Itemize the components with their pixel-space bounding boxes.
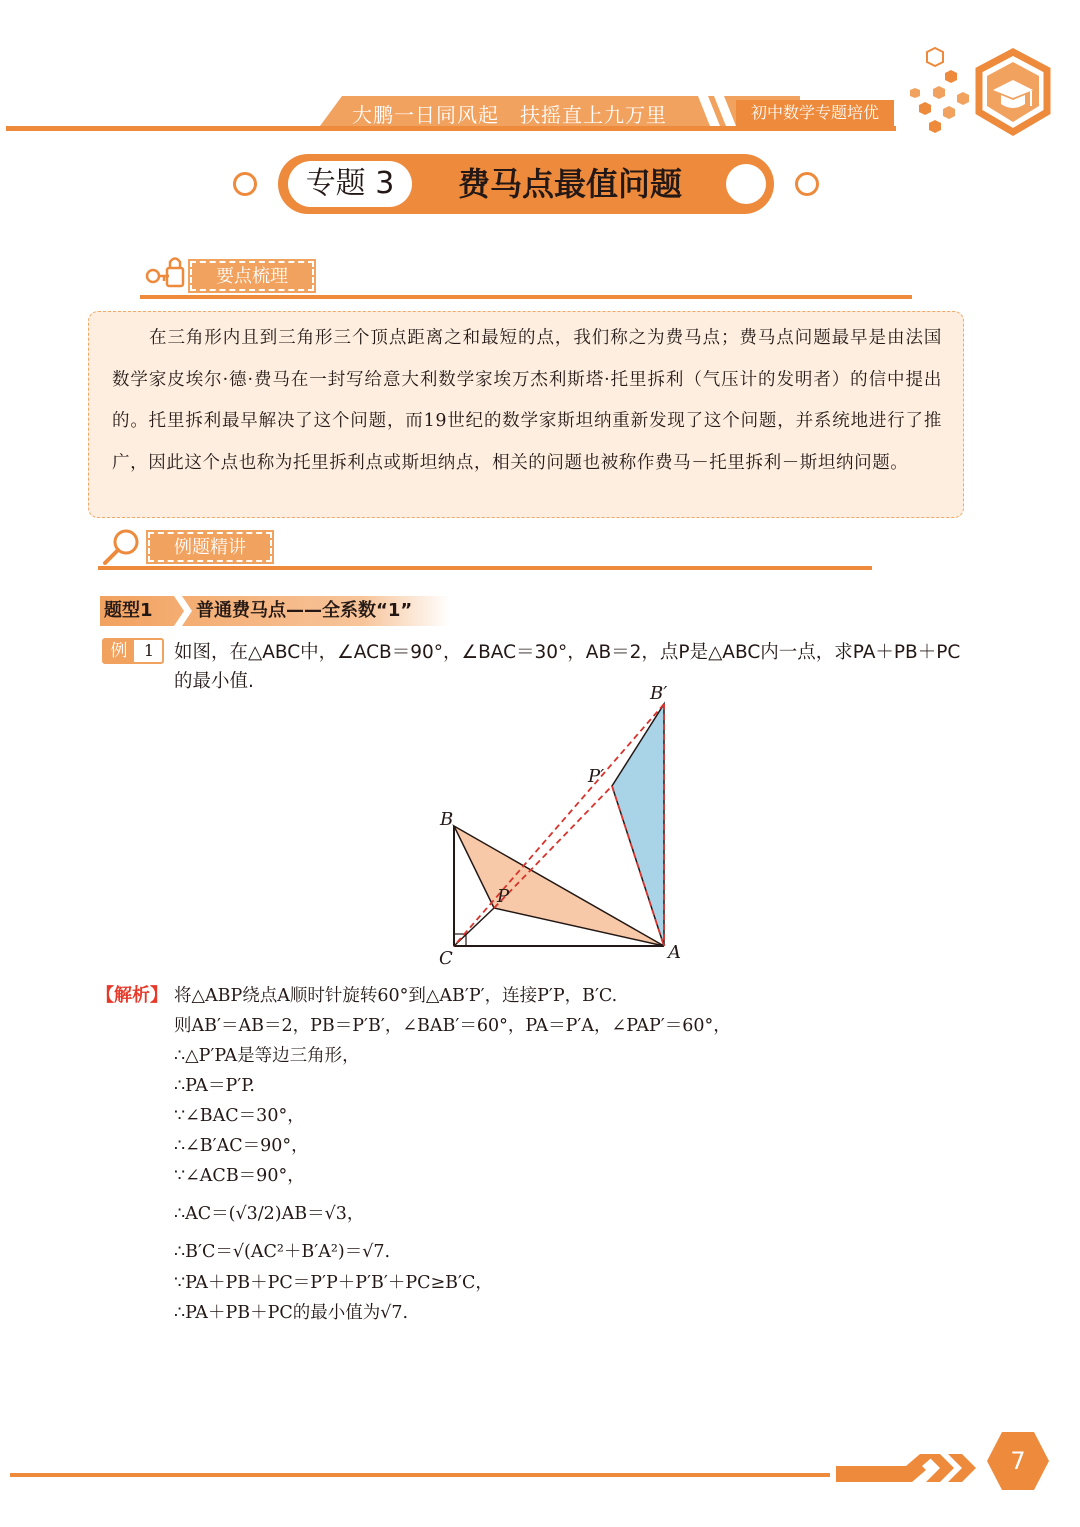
section-rule [98, 566, 872, 570]
solution-line: ∴AC＝(√3/2)AB＝√3， [174, 1204, 365, 1224]
solution-line: ∵PA＋PB＋PC＝P′P＋P′B′＋PC≥B′C， [174, 1273, 493, 1293]
footer-chevrons-decoration [836, 1440, 996, 1486]
topic-number-badge: 专题 3 [288, 161, 412, 207]
title-ring-left [233, 172, 257, 196]
solution-line: ∵∠BAC＝30°， [174, 1106, 305, 1126]
solution-line: ∴PA＋PB＋PC的最小值为√7. [174, 1303, 409, 1323]
title-ring-right [795, 172, 819, 196]
solution-line: ∴∠B′AC＝90°， [174, 1136, 309, 1156]
label-p-prime: P′ [588, 766, 605, 787]
intro-paragraph: 在三角形内且到三角形三个顶点距离之和最短的点，我们称之为费马点；费马点问题最早是由法国数学家皮埃尔·德·费马在一封写给意大利数学家埃万杰利斯塔·托里拆利（气压计的发明者）的信中提出的。托里拆利最早解决了这个问题，而19世纪的数学家斯坦纳重新发现了这个问题，并系统地进行了推广，因此这个点也称为托里拆利点或斯坦纳点，相关的问题也被称作费马－托里拆利－斯坦纳问题。 [112, 328, 942, 473]
header-motto: 大鹏一日同风起 扶摇直上九万里 [352, 103, 667, 127]
label-a: A [668, 942, 681, 963]
solution-line: ∵∠ACB＝90°， [174, 1166, 305, 1186]
page-title: 费马点最值问题 [457, 165, 682, 203]
section-rule [140, 295, 912, 299]
header-series-tag: 初中数学专题培优 [736, 100, 894, 126]
footer-rule [10, 1473, 830, 1477]
example-question: 如图，在△ABC中，∠ACB＝90°，∠BAC＝30°，AB＝2，点P是△ABC内一点，求PA＋PB＋PC的最小值. [174, 642, 961, 692]
solution-line: ∴△P′PA是等边三角形， [174, 1046, 360, 1066]
solution-line: 则AB′＝AB＝2，PB＝P′B′，∠BAB′＝60°，PA＝P′A，∠PAP′＝60°， [174, 1016, 731, 1036]
page-number: 7 [1010, 1447, 1026, 1475]
label-c: C [439, 948, 453, 969]
triangle-ab-prime-p-prime-region [612, 704, 664, 946]
header-stripes-decoration [692, 96, 742, 126]
solution-line: 将△ABP绕点A顺时针旋转60°到△AB′P′，连接P′P，B′C. [174, 986, 618, 1006]
geometry-figure [420, 676, 720, 976]
magnifier-icon [100, 526, 144, 570]
solution-label: 【解析】 [96, 985, 168, 1006]
solution-line: ∴PA＝P′P. [174, 1076, 255, 1096]
section-label-key-points: 要点梳理 [190, 261, 314, 291]
graduation-cap-logo-icon [905, 40, 1070, 150]
title-pill-dot [726, 164, 766, 204]
example-badge-number: 1 [143, 641, 155, 660]
example-badge-label: 例 [104, 640, 134, 662]
label-b: B [440, 809, 454, 830]
solution-line: ∴B′C＝√(AC²＋B′A²)＝√7. [174, 1242, 391, 1262]
topic-title: 普通费马点——全系数“1” [196, 600, 413, 621]
label-p: P [497, 886, 510, 907]
section-label-examples: 例题精讲 [148, 532, 272, 562]
topic-number: 题型1 [104, 600, 153, 621]
key-lock-icon [143, 252, 187, 292]
label-b-prime: B′ [650, 683, 668, 704]
